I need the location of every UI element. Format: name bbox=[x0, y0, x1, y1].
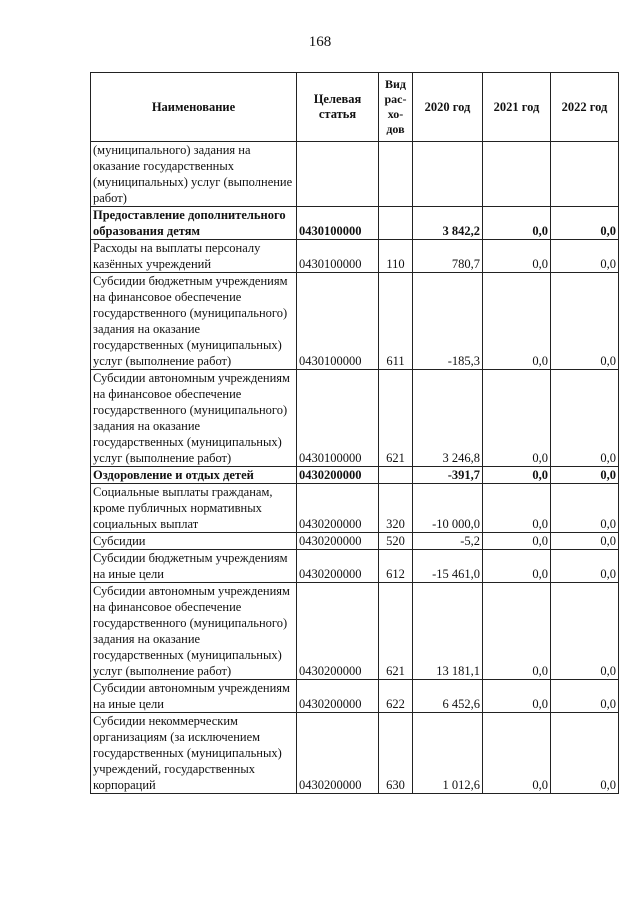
table-row bbox=[91, 273, 619, 370]
cell-target-article: 0430100000 bbox=[297, 273, 379, 370]
cell-name: Субсидии bbox=[91, 533, 297, 550]
cell-target-article: 0430200000 bbox=[297, 583, 379, 680]
cell-target-article bbox=[297, 142, 379, 207]
table-row bbox=[91, 680, 619, 713]
cell-2021: 0,0 bbox=[483, 680, 551, 713]
header-expense-type: Вид рас-хо-дов bbox=[379, 73, 413, 142]
cell-expense-type bbox=[379, 142, 413, 207]
cell-target-article: 0430200000 bbox=[297, 713, 379, 794]
table-row bbox=[91, 467, 619, 484]
cell-name: Субсидии автономным учреждениям на иные цели bbox=[91, 680, 297, 713]
cell-2021: 0,0 bbox=[483, 484, 551, 533]
cell-name: (муниципального) задания на оказание государственных (муниципальных) услуг (выполнение работ) bbox=[91, 142, 297, 207]
cell-2022: 0,0 bbox=[551, 680, 619, 713]
cell-2021: 0,0 bbox=[483, 583, 551, 680]
cell-name: Субсидии бюджетным учреждениям на иные цели bbox=[91, 550, 297, 583]
cell-target-article: 0430100000 bbox=[297, 207, 379, 240]
table-row bbox=[91, 370, 619, 467]
cell-2022: 0,0 bbox=[551, 207, 619, 240]
cell-2021: 0,0 bbox=[483, 370, 551, 467]
cell-expense-type: 611 bbox=[379, 273, 413, 370]
cell-2022: 0,0 bbox=[551, 467, 619, 484]
cell-2022: 0,0 bbox=[551, 370, 619, 467]
cell-target-article: 0430100000 bbox=[297, 370, 379, 467]
cell-2020: 780,7 bbox=[413, 240, 483, 273]
header-2022: 2022 год bbox=[551, 73, 619, 142]
cell-2022: 0,0 bbox=[551, 533, 619, 550]
cell-expense-type: 612 bbox=[379, 550, 413, 583]
cell-expense-type bbox=[379, 467, 413, 484]
table-row bbox=[91, 142, 619, 207]
cell-name: Расходы на выплаты персоналу казённых учреждений bbox=[91, 240, 297, 273]
cell-expense-type: 520 bbox=[379, 533, 413, 550]
cell-target-article: 0430200000 bbox=[297, 467, 379, 484]
cell-2021 bbox=[483, 142, 551, 207]
cell-2020: 3 842,2 bbox=[413, 207, 483, 240]
cell-2021: 0,0 bbox=[483, 207, 551, 240]
cell-2021: 0,0 bbox=[483, 273, 551, 370]
table-header-row bbox=[91, 73, 619, 142]
cell-2020: 13 181,1 bbox=[413, 583, 483, 680]
cell-expense-type: 320 bbox=[379, 484, 413, 533]
page-number: 168 bbox=[308, 34, 332, 50]
cell-name: Субсидии автономным учреждениям на финансовое обеспечение государственного (муниципального) задания на оказание государственных (муниципальных) услуг (выполнение работ) bbox=[91, 370, 297, 467]
cell-name: Социальные выплаты гражданам, кроме публичных нормативных социальных выплат bbox=[91, 484, 297, 533]
cell-expense-type: 630 bbox=[379, 713, 413, 794]
table-row bbox=[91, 583, 619, 680]
header-name: Наименование bbox=[91, 73, 297, 142]
cell-2020: -10 000,0 bbox=[413, 484, 483, 533]
table-row bbox=[91, 533, 619, 550]
cell-2022 bbox=[551, 142, 619, 207]
cell-2020: 3 246,8 bbox=[413, 370, 483, 467]
budget-table bbox=[90, 72, 619, 794]
cell-expense-type: 621 bbox=[379, 583, 413, 680]
cell-2022: 0,0 bbox=[551, 273, 619, 370]
cell-name: Субсидии бюджетным учреждениям на финансовое обеспечение государственного (муниципального) задания на оказание государственных (муниципальных) услуг (выполнение работ) bbox=[91, 273, 297, 370]
cell-expense-type: 110 bbox=[379, 240, 413, 273]
cell-target-article: 0430200000 bbox=[297, 533, 379, 550]
cell-2022: 0,0 bbox=[551, 484, 619, 533]
header-2020: 2020 год bbox=[413, 73, 483, 142]
cell-2020 bbox=[413, 142, 483, 207]
cell-target-article: 0430100000 bbox=[297, 240, 379, 273]
cell-2020: 1 012,6 bbox=[413, 713, 483, 794]
table-body bbox=[91, 142, 619, 794]
cell-target-article: 0430200000 bbox=[297, 484, 379, 533]
cell-target-article: 0430200000 bbox=[297, 680, 379, 713]
cell-expense-type bbox=[379, 207, 413, 240]
cell-2020: -391,7 bbox=[413, 467, 483, 484]
cell-2022: 0,0 bbox=[551, 240, 619, 273]
cell-expense-type: 622 bbox=[379, 680, 413, 713]
table-row bbox=[91, 550, 619, 583]
table-row bbox=[91, 484, 619, 533]
cell-2022: 0,0 bbox=[551, 713, 619, 794]
cell-2021: 0,0 bbox=[483, 467, 551, 484]
cell-2021: 0,0 bbox=[483, 533, 551, 550]
cell-name: Оздоровление и отдых детей bbox=[91, 467, 297, 484]
cell-2021: 0,0 bbox=[483, 713, 551, 794]
cell-target-article: 0430200000 bbox=[297, 550, 379, 583]
cell-2020: -185,3 bbox=[413, 273, 483, 370]
cell-expense-type: 621 bbox=[379, 370, 413, 467]
cell-name: Предоставление дополнительного образования детям bbox=[91, 207, 297, 240]
cell-2022: 0,0 bbox=[551, 583, 619, 680]
cell-name: Субсидии автономным учреждениям на финансовое обеспечение государственного (муниципального) задания на оказание государственных (муниципальных) услуг (выполнение работ) bbox=[91, 583, 297, 680]
cell-2020: -15 461,0 bbox=[413, 550, 483, 583]
header-target-article: Целевая статья bbox=[297, 73, 379, 142]
cell-2021: 0,0 bbox=[483, 550, 551, 583]
cell-2021: 0,0 bbox=[483, 240, 551, 273]
cell-2020: -5,2 bbox=[413, 533, 483, 550]
header-2021: 2021 год bbox=[483, 73, 551, 142]
cell-name: Субсидии некоммерческим организациям (за исключением государственных (муниципальных) учреждений, государственных корпораций bbox=[91, 713, 297, 794]
table-row bbox=[91, 207, 619, 240]
cell-2020: 6 452,6 bbox=[413, 680, 483, 713]
table-row bbox=[91, 713, 619, 794]
cell-2022: 0,0 bbox=[551, 550, 619, 583]
table-row bbox=[91, 240, 619, 273]
